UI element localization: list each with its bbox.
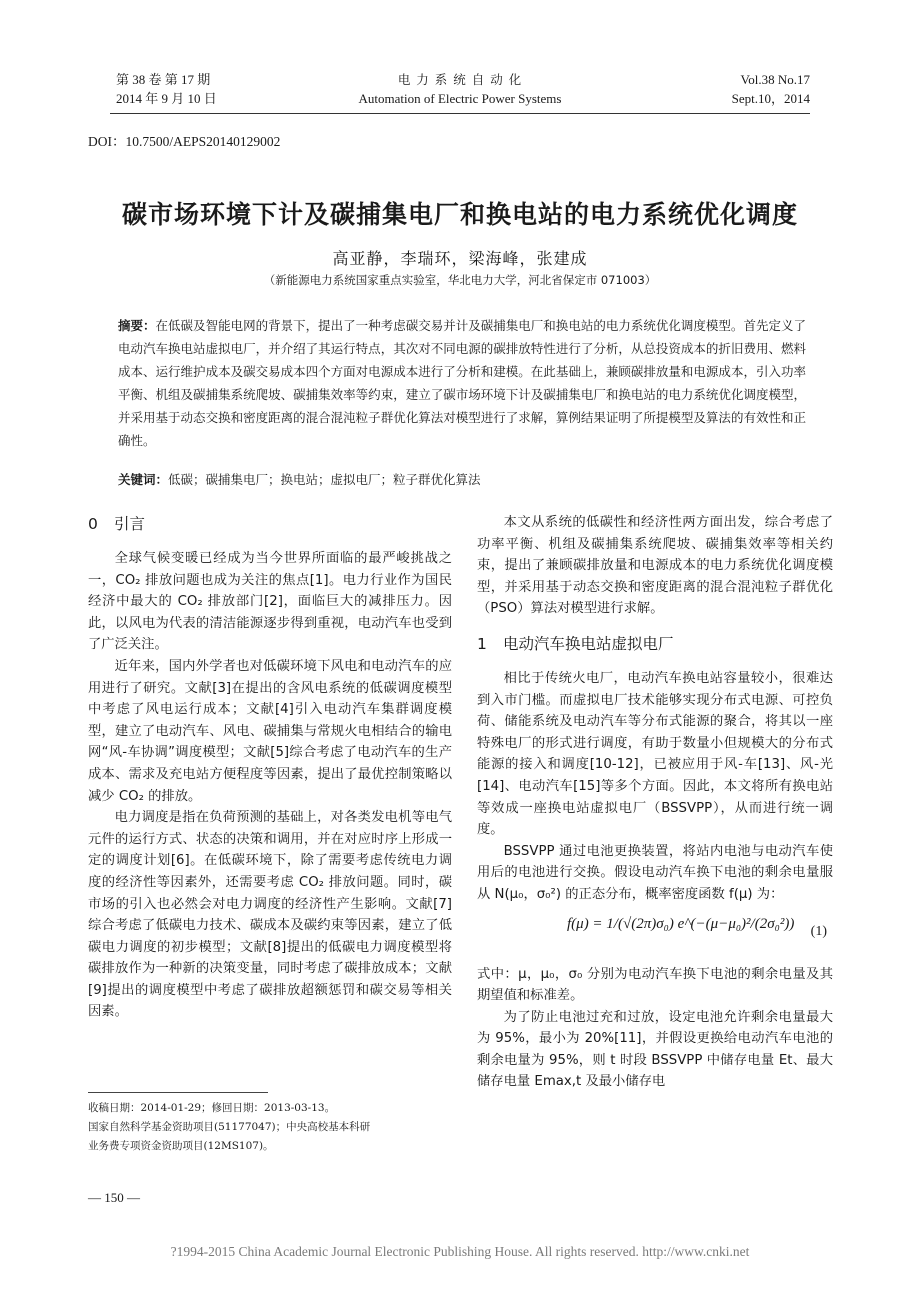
section-title: 引言 [114,515,146,533]
footnote-funding-cont: 业务费专项资金资助项目(12MS107)。 [88,1140,274,1152]
keywords-label: 关键词： [118,472,169,487]
header-divider [110,113,810,114]
abstract-label: 摘要： [118,318,156,333]
equation-body: f(μ) = 1/(√(2π)σ₀) e^(−(μ−μ₀)²/(2σ₀²)) [567,915,795,932]
footnote-divider [88,1092,268,1093]
footnotes [88,1099,458,1156]
copyright-line: ?1994-2015 China Academic Journal Electronic Publishing House. All rights reserved. http://www.cnki.net [170,1244,750,1259]
journal-name [300,70,620,108]
paragraph: BSSVPP 通过电池更换装置，将站内电池与电动汽车使用后的电池进行交换。假设电动汽车换下电池的剩余电量服从 N(μ₀，σ₀²) 的正态分布，概率密度函数 f(μ) 为： [477,843,833,902]
keywords [118,470,806,490]
abstract [118,314,806,452]
abstract-text: 在低碳及智能电网的背景下，提出了一种考虑碳交易并计及碳捕集电厂和换电站的电力系统优化调度模型。首先定义了电动汽车换电站虚拟电厂，并介绍了其运行特点，其次对不同电源的碳排放特性进行了分析，从总投资成本的折旧费用、燃料成本、运行维护成本及碳交易成本四个方面对电源成本进行了分析和建模。在此基础上，兼顾碳排放量和电源成本，引入功率平衡、机组及碳捕集系统爬坡、碳捕集效率等约束，建立了碳市场环境下计及碳捕集电厂和换电站的电力系统优化调度模型，并采用基于动态交换和密度距离的混合混沌粒子群优化算法对模型进行了求解，算例结果证明了所提模型及算法的有效性和正确性。 [118,318,806,448]
footnote-dates: 收稿日期：2014-01-29；修回日期：2013-03-13。 [88,1102,336,1114]
footnote-funding: 国家自然科学基金资助项目(51177047)；中央高校基本科研 [88,1121,371,1133]
paragraph: 全球气候变暖已经成为当今世界所面临的最严峻挑战之一，CO₂ 排放问题也成为关注的焦点[1]。电力行业作为国民经济中最大的 CO₂ 排放部门[2]，面临巨大的减排压力。因此，以风电为代表的清洁能源逐步得到重视，电动汽车也受到了广泛关注。 [88,551,452,653]
volume-issue: 第 38 卷 第 17 期 [116,72,211,87]
equation-1 [477,910,833,960]
issue-date: 2014 年 9 月 10 日 [116,91,217,106]
journal-name-en: Automation of Electric Power Systems [358,91,562,106]
paragraph: 本文从系统的低碳性和经济性两方面出发，综合考虑了功率平衡、机组及碳捕集系统爬坡、碳捕集效率等相关约束，提出了兼顾碳排放量和电源成本的电力系统优化调度模型，并采用基于动态交换和密度距离的混合混沌粒子群优化（PSO）算法对模型进行求解。 [477,515,833,617]
issue-date-en: Sept.10，2014 [731,91,810,106]
section-heading-introduction [88,512,452,536]
paragraph: 为了防止电池过充和过放，设定电池允许剩余电量最大为 95%，最小为 20%[11]，并假设更换给电动汽车电池的剩余电量为 95%，则 t 时段 BSSVPP 中储存电量 Et、最大储存电量 Emax,t 及最小储存电 [477,1009,833,1090]
section-title: 电动汽车换电站虚拟电厂 [503,634,674,653]
paper-title: 碳市场环境下计及碳捕集电厂和换电站的电力系统优化调度 [121,200,798,229]
volume-issue-en: Vol.38 No.17 [740,72,810,87]
journal-name-cn: 电 力 系 统 自 动 化 [397,72,523,87]
issue-info-en [732,70,810,108]
page-number: — 150 — [88,1190,140,1205]
affiliation: （新能源电力系统国家重点实验室，华北电力大学，河北省保定市 071003） [263,273,657,287]
right-column [477,512,833,1093]
paragraph: 近年来，国内外学者也对低碳环境下风电和电动汽车的应用进行了研究。文献[3]在提出的含风电系统的低碳调度模型中考虑了风电运行成本；文献[4]引入电动汽车集群调度模型，建立了电动汽车、风电、碳捕集与常规火电相结合的输电网“风-车协调”调度模型；文献[5]综合考虑了电动汽车的生产成本、需求及充电站方便程度等因素，提出了最优控制策略以减少 CO₂ 的排放。 [88,658,452,804]
section-number: 1 [477,634,487,653]
issue-info [116,70,217,108]
paragraph: 电力调度是指在负荷预测的基础上，对各类发电机等电气元件的运行方式、状态的决策和调用，并在对应时序上形成一定的调度计划[6]。在低碳环境下，除了需要考虑传统电力调度的经济性等因素外，还需要考虑 CO₂ 排放问题。同时，碳市场的引入也必然会对电力调度的经济性产生影响。文献[7]综合考虑了低碳电力技术、碳成本及碳约束等因素，建立了低碳电力调度的初步模型；文献[8]提出的低碳电力调度模型将碳排放作为一种新的决策变量，同时考虑了碳排放成本；文献[9]提出的调度模型中考虑了碳排放超额惩罚和碳交易等相关因素。 [88,810,452,1020]
paragraph: 式中：μ，μ₀，σ₀ 分别为电动汽车换下电池的剩余电量及其期望值和标准差。 [477,966,833,1004]
equation-number: (1) [810,923,827,939]
authors: 高亚静，李瑞环，梁海峰，张建成 [332,249,588,268]
left-column [88,512,452,1023]
paragraph: 相比于传统火电厂，电动汽车换电站容量较小，很难达到入市门槛。而虚拟电厂技术能够实现分布式电源、可控负荷、储能系统及电动汽车等分布式能源的聚合，将其以一座特殊电厂的形式进行调度，有助于数量小但规模大的分布式能源的接入和调度[10-12]，已被应用于风-车[13]、风-光[14]、电动汽车[15]等多个方面。因此，本文将所有换电站等效成一座换电站虚拟电厂（BSSVPP），从而进行统一调度。 [477,670,833,838]
doi[interactable]: DOI：10.7500/AEPS20140129002 [88,134,281,149]
section-number: 0 [88,515,98,533]
section-heading-bssvpp [477,632,833,656]
keywords-text: 低碳；碳捕集电厂；换电站；虚拟电厂；粒子群优化算法 [168,472,481,487]
